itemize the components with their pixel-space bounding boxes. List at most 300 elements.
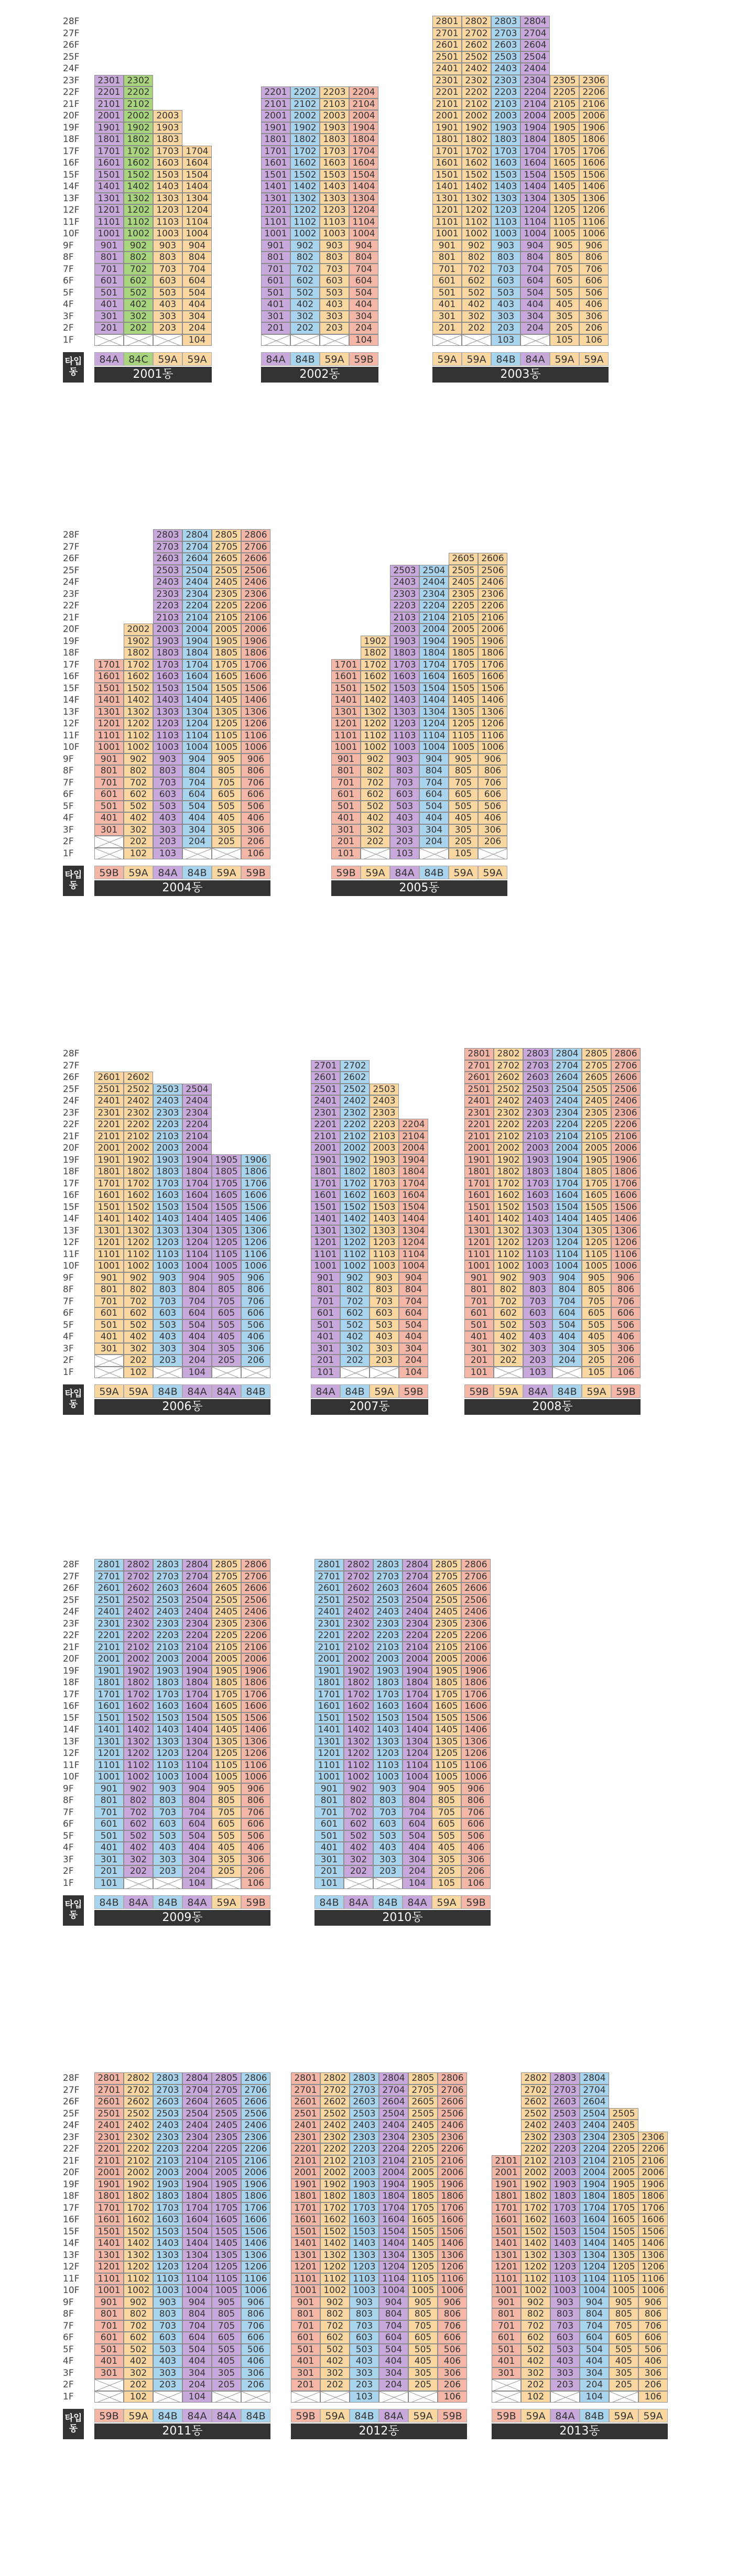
- unit-cell[interactable]: 2802: [344, 1559, 373, 1571]
- unit-cell[interactable]: 1502: [124, 169, 153, 181]
- unit-cell[interactable]: 2402: [124, 1606, 153, 1618]
- unit-cell[interactable]: 902: [290, 240, 320, 252]
- unit-cell[interactable]: 2802: [124, 1559, 153, 1571]
- unit-cell[interactable]: 1604: [182, 671, 212, 683]
- unit-cell[interactable]: 701: [291, 2320, 320, 2332]
- unit-cell[interactable]: 1403: [153, 694, 182, 706]
- unit-cell[interactable]: 704: [379, 2320, 408, 2332]
- unit-cell[interactable]: 1702: [124, 2202, 153, 2214]
- unit-cell[interactable]: 802: [124, 1284, 153, 1296]
- unit-cell[interactable]: 702: [124, 777, 153, 789]
- unit-cell[interactable]: 1702: [124, 659, 153, 671]
- unit-cell[interactable]: 1604: [520, 157, 550, 169]
- unit-cell[interactable]: 2203: [373, 1630, 403, 1642]
- unit-cell[interactable]: 406: [241, 1331, 270, 1343]
- unit-cell[interactable]: 2004: [552, 1142, 582, 1154]
- unit-cell[interactable]: 1901: [311, 1154, 340, 1166]
- unit-cell[interactable]: 1403: [350, 2237, 379, 2250]
- unit-cell[interactable]: 2802: [494, 1048, 523, 1060]
- unit-cell[interactable]: 1303: [350, 2250, 379, 2262]
- unit-cell[interactable]: 2201: [94, 1630, 124, 1642]
- unit-cell[interactable]: 2002: [124, 1142, 153, 1154]
- unit-cell[interactable]: 704: [580, 2320, 609, 2332]
- unit-cell[interactable]: 2406: [611, 1095, 641, 1107]
- unit-cell[interactable]: 1603: [153, 671, 182, 683]
- unit-cell[interactable]: 1004: [403, 1771, 432, 1783]
- unit-cell[interactable]: 1801: [492, 2190, 521, 2202]
- unit-cell[interactable]: 1303: [491, 193, 520, 205]
- unit-cell[interactable]: 1805: [408, 2190, 438, 2202]
- unit-cell[interactable]: 1204: [379, 2261, 408, 2273]
- unit-cell[interactable]: 706: [241, 1807, 270, 1819]
- unit-cell[interactable]: 1403: [390, 694, 419, 706]
- unit-cell[interactable]: 804: [580, 2308, 609, 2320]
- unit-cell[interactable]: 503: [550, 2344, 580, 2356]
- unit-cell[interactable]: 501: [94, 801, 124, 813]
- unit-cell[interactable]: 2203: [153, 600, 182, 612]
- unit-cell[interactable]: 303: [153, 1343, 182, 1355]
- unit-cell[interactable]: 902: [124, 754, 153, 766]
- unit-cell[interactable]: 2101: [261, 99, 290, 111]
- unit-cell[interactable]: 604: [182, 1307, 212, 1319]
- unit-cell[interactable]: 2302: [494, 1107, 523, 1119]
- unit-cell[interactable]: 306: [241, 1343, 270, 1355]
- unit-cell[interactable]: 1101: [94, 1760, 124, 1772]
- unit-cell[interactable]: 504: [379, 2344, 408, 2356]
- unit-cell[interactable]: 1505: [449, 683, 478, 695]
- unit-cell[interactable]: 2204: [349, 86, 378, 99]
- unit-cell[interactable]: 502: [344, 1830, 373, 1842]
- unit-cell[interactable]: 1002: [124, 1260, 153, 1272]
- unit-cell[interactable]: 205: [212, 1865, 241, 1878]
- unit-cell[interactable]: 1105: [432, 1760, 461, 1772]
- unit-cell[interactable]: 806: [611, 1284, 641, 1296]
- unit-cell[interactable]: 2105: [212, 612, 241, 624]
- unit-cell[interactable]: 402: [494, 1331, 523, 1343]
- unit-cell[interactable]: 2106: [478, 612, 507, 624]
- unit-cell[interactable]: 1404: [182, 694, 212, 706]
- unit-cell[interactable]: 2503: [370, 1084, 399, 1096]
- unit-cell[interactable]: 602: [124, 1307, 153, 1319]
- unit-cell[interactable]: 2501: [94, 1595, 124, 1607]
- unit-cell[interactable]: 104: [182, 1878, 212, 1890]
- unit-cell[interactable]: 2104: [379, 2155, 408, 2167]
- unit-cell[interactable]: 1103: [320, 216, 349, 228]
- unit-cell[interactable]: 2803: [153, 529, 182, 541]
- unit-cell[interactable]: 303: [350, 2367, 379, 2379]
- unit-cell[interactable]: 303: [523, 1343, 552, 1355]
- unit-cell[interactable]: 1606: [241, 2214, 270, 2226]
- unit-cell[interactable]: 1003: [320, 228, 349, 240]
- unit-cell[interactable]: 404: [182, 1842, 212, 1854]
- unit-cell[interactable]: 2603: [153, 1582, 182, 1595]
- unit-cell[interactable]: 201: [94, 1865, 124, 1878]
- unit-cell[interactable]: 1101: [464, 1249, 494, 1261]
- unit-cell[interactable]: 402: [361, 812, 390, 824]
- unit-cell[interactable]: 1605: [212, 671, 241, 683]
- unit-cell[interactable]: 1301: [492, 2250, 521, 2262]
- unit-cell[interactable]: 2803: [491, 16, 520, 28]
- unit-cell[interactable]: 1204: [182, 2261, 212, 2273]
- unit-cell[interactable]: 2003: [153, 1142, 182, 1154]
- unit-cell[interactable]: 1403: [373, 1724, 403, 1736]
- unit-cell[interactable]: 205: [408, 2379, 438, 2391]
- unit-cell[interactable]: 1301: [94, 1225, 124, 1237]
- unit-cell[interactable]: 202: [290, 322, 320, 334]
- unit-cell[interactable]: 1706: [579, 146, 609, 158]
- unit-cell[interactable]: 2006: [579, 110, 609, 122]
- unit-cell[interactable]: 2603: [153, 553, 182, 565]
- unit-cell[interactable]: 1301: [94, 706, 124, 718]
- unit-cell[interactable]: 2203: [370, 1119, 399, 1131]
- unit-cell[interactable]: 1304: [182, 1736, 212, 1748]
- unit-cell[interactable]: 2002: [124, 1653, 153, 1665]
- unit-cell[interactable]: 1102: [521, 2273, 550, 2285]
- unit-cell[interactable]: 2703: [373, 1571, 403, 1583]
- unit-cell[interactable]: 2205: [212, 2143, 241, 2155]
- unit-cell[interactable]: 2501: [311, 1084, 340, 1096]
- unit-cell[interactable]: 2804: [182, 529, 212, 541]
- unit-cell[interactable]: 1204: [182, 204, 212, 216]
- unit-cell[interactable]: 1602: [290, 157, 320, 169]
- unit-cell[interactable]: 403: [350, 2355, 379, 2367]
- unit-cell[interactable]: 1103: [153, 1760, 182, 1772]
- unit-cell[interactable]: 904: [520, 240, 550, 252]
- unit-cell[interactable]: 804: [419, 765, 449, 777]
- unit-cell[interactable]: 1401: [311, 1213, 340, 1225]
- unit-cell[interactable]: 303: [153, 2367, 182, 2379]
- unit-cell[interactable]: 302: [124, 2367, 153, 2379]
- unit-cell[interactable]: 305: [449, 824, 478, 836]
- unit-cell[interactable]: 2702: [340, 1060, 370, 1072]
- unit-cell[interactable]: 2501: [464, 1084, 494, 1096]
- unit-cell[interactable]: 2404: [419, 576, 449, 588]
- unit-cell[interactable]: 104: [403, 1878, 432, 1890]
- unit-cell[interactable]: 2001: [464, 1142, 494, 1154]
- unit-cell[interactable]: 2606: [438, 2096, 467, 2108]
- unit-cell[interactable]: 1902: [320, 2179, 350, 2191]
- unit-cell[interactable]: 403: [153, 299, 182, 311]
- unit-cell[interactable]: 2402: [320, 2120, 350, 2132]
- unit-cell[interactable]: 304: [399, 1343, 428, 1355]
- unit-cell[interactable]: 2702: [462, 28, 491, 40]
- unit-cell[interactable]: 2102: [124, 2155, 153, 2167]
- unit-cell[interactable]: 1305: [212, 2250, 241, 2262]
- unit-cell[interactable]: 1705: [212, 2202, 241, 2214]
- unit-cell[interactable]: 2602: [521, 2096, 550, 2108]
- unit-cell[interactable]: 1503: [373, 1712, 403, 1724]
- unit-cell[interactable]: 103: [523, 1367, 552, 1379]
- unit-cell[interactable]: 2701: [314, 1571, 344, 1583]
- unit-cell[interactable]: 1302: [344, 1736, 373, 1748]
- unit-cell[interactable]: 1103: [390, 730, 419, 742]
- unit-cell[interactable]: 403: [320, 299, 349, 311]
- unit-cell[interactable]: 1902: [521, 2179, 550, 2191]
- unit-cell[interactable]: 405: [408, 2355, 438, 2367]
- unit-cell[interactable]: 605: [212, 1307, 241, 1319]
- unit-cell[interactable]: 401: [331, 812, 361, 824]
- unit-cell[interactable]: 604: [520, 275, 550, 287]
- unit-cell[interactable]: 905: [432, 1783, 461, 1795]
- unit-cell[interactable]: 301: [291, 2367, 320, 2379]
- unit-cell[interactable]: 906: [241, 1272, 270, 1284]
- unit-cell[interactable]: 1606: [241, 1189, 270, 1202]
- unit-cell[interactable]: 2101: [291, 2155, 320, 2167]
- unit-cell[interactable]: 2703: [153, 1571, 182, 1583]
- unit-cell[interactable]: 1702: [124, 1178, 153, 1190]
- unit-cell[interactable]: 2603: [491, 39, 520, 51]
- unit-cell[interactable]: 606: [638, 2332, 668, 2344]
- unit-cell[interactable]: 1403: [153, 181, 182, 193]
- unit-cell[interactable]: 2204: [182, 2143, 212, 2155]
- unit-cell[interactable]: 2705: [212, 541, 241, 553]
- unit-cell[interactable]: 1001: [94, 2285, 124, 2297]
- unit-cell[interactable]: 2403: [153, 576, 182, 588]
- unit-cell[interactable]: 506: [241, 1830, 270, 1842]
- unit-cell[interactable]: 1104: [403, 1760, 432, 1772]
- unit-cell[interactable]: 1606: [438, 2214, 467, 2226]
- unit-cell[interactable]: 104: [182, 334, 212, 346]
- unit-cell[interactable]: 1403: [153, 1724, 182, 1736]
- unit-cell[interactable]: 2801: [291, 2072, 320, 2084]
- unit-cell[interactable]: 2403: [373, 1606, 403, 1618]
- unit-cell[interactable]: 2302: [124, 2132, 153, 2144]
- unit-cell[interactable]: 1005: [212, 1771, 241, 1783]
- unit-cell[interactable]: 2003: [350, 2167, 379, 2179]
- unit-cell[interactable]: 801: [94, 252, 124, 264]
- unit-cell[interactable]: 1003: [350, 2285, 379, 2297]
- unit-cell[interactable]: 1903: [153, 2179, 182, 2191]
- unit-cell[interactable]: 1802: [462, 134, 491, 146]
- unit-cell[interactable]: 1805: [212, 1166, 241, 1178]
- unit-cell[interactable]: 2506: [241, 565, 270, 577]
- unit-cell[interactable]: 2203: [523, 1119, 552, 1131]
- unit-cell[interactable]: 606: [241, 2332, 270, 2344]
- unit-cell[interactable]: 501: [94, 1830, 124, 1842]
- unit-cell[interactable]: 1603: [153, 1700, 182, 1712]
- unit-cell[interactable]: 1604: [349, 157, 378, 169]
- unit-cell[interactable]: 1703: [550, 2202, 580, 2214]
- unit-cell[interactable]: 505: [212, 1319, 241, 1331]
- unit-cell[interactable]: 2106: [241, 612, 270, 624]
- unit-cell[interactable]: 1306: [579, 193, 609, 205]
- unit-cell[interactable]: 1504: [580, 2226, 609, 2238]
- unit-cell[interactable]: 1906: [638, 2179, 668, 2191]
- unit-cell[interactable]: 405: [609, 2355, 638, 2367]
- unit-cell[interactable]: 1803: [153, 1677, 182, 1689]
- unit-cell[interactable]: 2701: [432, 28, 462, 40]
- unit-cell[interactable]: 1902: [340, 1154, 370, 1166]
- unit-cell[interactable]: 1405: [550, 181, 579, 193]
- unit-cell[interactable]: 1002: [344, 1771, 373, 1783]
- unit-cell[interactable]: 2403: [550, 2120, 580, 2132]
- unit-cell[interactable]: 403: [153, 812, 182, 824]
- unit-cell[interactable]: 1106: [241, 1760, 270, 1772]
- unit-cell[interactable]: 1901: [291, 2179, 320, 2191]
- unit-cell[interactable]: 1203: [370, 1237, 399, 1249]
- unit-cell[interactable]: 2306: [579, 75, 609, 87]
- unit-cell[interactable]: 1804: [182, 1166, 212, 1178]
- unit-cell[interactable]: 1604: [399, 1189, 428, 1202]
- unit-cell[interactable]: 2701: [291, 2084, 320, 2097]
- unit-cell[interactable]: 2305: [609, 2132, 638, 2144]
- unit-cell[interactable]: 2704: [552, 1060, 582, 1072]
- unit-cell[interactable]: 901: [94, 1783, 124, 1795]
- unit-cell[interactable]: 406: [638, 2355, 668, 2367]
- unit-cell[interactable]: 902: [124, 2297, 153, 2309]
- unit-cell[interactable]: 1302: [320, 2250, 350, 2262]
- unit-cell[interactable]: 206: [241, 836, 270, 848]
- unit-cell[interactable]: 1803: [153, 2190, 182, 2202]
- unit-cell[interactable]: 1804: [520, 134, 550, 146]
- unit-cell[interactable]: 2605: [432, 1582, 461, 1595]
- unit-cell[interactable]: 1406: [241, 2237, 270, 2250]
- unit-cell[interactable]: 1102: [494, 1249, 523, 1261]
- unit-cell[interactable]: 404: [520, 299, 550, 311]
- unit-cell[interactable]: 1301: [94, 1736, 124, 1748]
- unit-cell[interactable]: 2005: [212, 624, 241, 636]
- unit-cell[interactable]: 1804: [182, 1677, 212, 1689]
- unit-cell[interactable]: 1901: [314, 1665, 344, 1677]
- unit-cell[interactable]: 702: [320, 2320, 350, 2332]
- unit-cell[interactable]: 2104: [182, 612, 212, 624]
- unit-cell[interactable]: 2803: [350, 2072, 379, 2084]
- unit-cell[interactable]: 502: [124, 1830, 153, 1842]
- unit-cell[interactable]: 701: [432, 264, 462, 276]
- unit-cell[interactable]: 1402: [320, 2237, 350, 2250]
- unit-cell[interactable]: 706: [579, 264, 609, 276]
- unit-cell[interactable]: 503: [523, 1319, 552, 1331]
- unit-cell[interactable]: 305: [212, 1854, 241, 1866]
- unit-cell[interactable]: 1302: [521, 2250, 550, 2262]
- unit-cell[interactable]: 1302: [124, 1736, 153, 1748]
- unit-cell[interactable]: 405: [212, 812, 241, 824]
- unit-cell[interactable]: 1902: [361, 636, 390, 648]
- unit-cell[interactable]: 2302: [124, 1107, 153, 1119]
- unit-cell[interactable]: 1001: [464, 1260, 494, 1272]
- unit-cell[interactable]: 106: [611, 1367, 641, 1379]
- unit-cell[interactable]: 304: [182, 311, 212, 323]
- unit-cell[interactable]: 2403: [390, 576, 419, 588]
- unit-cell[interactable]: 2502: [344, 1595, 373, 1607]
- unit-cell[interactable]: 1702: [521, 2202, 550, 2214]
- unit-cell[interactable]: 203: [523, 1355, 552, 1367]
- unit-cell[interactable]: 904: [419, 754, 449, 766]
- unit-cell[interactable]: 706: [461, 1807, 491, 1819]
- unit-cell[interactable]: 1206: [241, 1748, 270, 1760]
- unit-cell[interactable]: 2404: [182, 1095, 212, 1107]
- unit-cell[interactable]: 2206: [579, 86, 609, 99]
- unit-cell[interactable]: 1202: [124, 204, 153, 216]
- unit-cell[interactable]: 1101: [94, 1249, 124, 1261]
- unit-cell[interactable]: 2506: [241, 2108, 270, 2120]
- unit-cell[interactable]: 2205: [609, 2143, 638, 2155]
- unit-cell[interactable]: 1103: [153, 1249, 182, 1261]
- unit-cell[interactable]: 904: [399, 1272, 428, 1284]
- unit-cell[interactable]: 601: [311, 1307, 340, 1319]
- unit-cell[interactable]: 904: [182, 2297, 212, 2309]
- unit-cell[interactable]: 1601: [291, 2214, 320, 2226]
- unit-cell[interactable]: 2202: [521, 2143, 550, 2155]
- unit-cell[interactable]: 2501: [94, 1084, 124, 1096]
- unit-cell[interactable]: 2404: [182, 576, 212, 588]
- unit-cell[interactable]: 2704: [520, 28, 550, 40]
- unit-cell[interactable]: 604: [552, 1307, 582, 1319]
- unit-cell[interactable]: 303: [370, 1343, 399, 1355]
- unit-cell[interactable]: 1506: [241, 1202, 270, 1214]
- unit-cell[interactable]: 1801: [314, 1677, 344, 1689]
- unit-cell[interactable]: 1506: [241, 1712, 270, 1724]
- unit-cell[interactable]: 804: [182, 765, 212, 777]
- unit-cell[interactable]: 206: [579, 322, 609, 334]
- unit-cell[interactable]: 2002: [521, 2167, 550, 2179]
- unit-cell[interactable]: 502: [494, 1319, 523, 1331]
- unit-cell[interactable]: 2505: [212, 1595, 241, 1607]
- unit-cell[interactable]: 703: [523, 1296, 552, 1308]
- unit-cell[interactable]: 1005: [609, 2285, 638, 2297]
- unit-cell[interactable]: 801: [291, 2308, 320, 2320]
- unit-cell[interactable]: 2001: [94, 2167, 124, 2179]
- unit-cell[interactable]: 2204: [182, 1119, 212, 1131]
- unit-cell[interactable]: 1202: [494, 1237, 523, 1249]
- unit-cell[interactable]: 701: [94, 1807, 124, 1819]
- unit-cell[interactable]: 803: [320, 252, 349, 264]
- unit-cell[interactable]: 606: [478, 789, 507, 801]
- unit-cell[interactable]: 1804: [580, 2190, 609, 2202]
- unit-cell[interactable]: 206: [241, 1355, 270, 1367]
- unit-cell[interactable]: 1602: [344, 1700, 373, 1712]
- unit-cell[interactable]: 2406: [241, 576, 270, 588]
- unit-cell[interactable]: 1603: [491, 157, 520, 169]
- unit-cell[interactable]: 1806: [241, 2190, 270, 2202]
- unit-cell[interactable]: 1405: [212, 1724, 241, 1736]
- unit-cell[interactable]: 302: [361, 824, 390, 836]
- unit-cell[interactable]: 906: [478, 754, 507, 766]
- unit-cell[interactable]: 1204: [349, 204, 378, 216]
- unit-cell[interactable]: 2305: [212, 2132, 241, 2144]
- unit-cell[interactable]: 306: [241, 1854, 270, 1866]
- unit-cell[interactable]: 1303: [370, 1225, 399, 1237]
- unit-cell[interactable]: 702: [340, 1296, 370, 1308]
- unit-cell[interactable]: 1603: [523, 1189, 552, 1202]
- unit-cell[interactable]: 601: [94, 1818, 124, 1830]
- unit-cell[interactable]: 304: [182, 2367, 212, 2379]
- unit-cell[interactable]: 1402: [462, 181, 491, 193]
- unit-cell[interactable]: 1504: [379, 2226, 408, 2238]
- unit-cell[interactable]: 2404: [403, 1606, 432, 1618]
- unit-cell[interactable]: 2102: [124, 1131, 153, 1143]
- unit-cell[interactable]: 2502: [320, 2108, 350, 2120]
- unit-cell[interactable]: 304: [182, 1343, 212, 1355]
- unit-cell[interactable]: 1002: [521, 2285, 550, 2297]
- unit-cell[interactable]: 802: [521, 2308, 550, 2320]
- unit-cell[interactable]: 2503: [373, 1595, 403, 1607]
- unit-cell[interactable]: 2103: [153, 1131, 182, 1143]
- unit-cell[interactable]: 1802: [361, 647, 390, 659]
- unit-cell[interactable]: 1504: [182, 169, 212, 181]
- unit-cell[interactable]: 1201: [291, 2261, 320, 2273]
- unit-cell[interactable]: 1303: [373, 1736, 403, 1748]
- unit-cell[interactable]: 605: [582, 1307, 611, 1319]
- unit-cell[interactable]: 2402: [344, 1606, 373, 1618]
- unit-cell[interactable]: 2705: [408, 2084, 438, 2097]
- unit-cell[interactable]: 1201: [94, 1237, 124, 1249]
- unit-cell[interactable]: 803: [350, 2308, 379, 2320]
- unit-cell[interactable]: 2404: [580, 2120, 609, 2132]
- unit-cell[interactable]: 1304: [182, 1225, 212, 1237]
- unit-cell[interactable]: 1406: [241, 1724, 270, 1736]
- unit-cell[interactable]: 503: [153, 801, 182, 813]
